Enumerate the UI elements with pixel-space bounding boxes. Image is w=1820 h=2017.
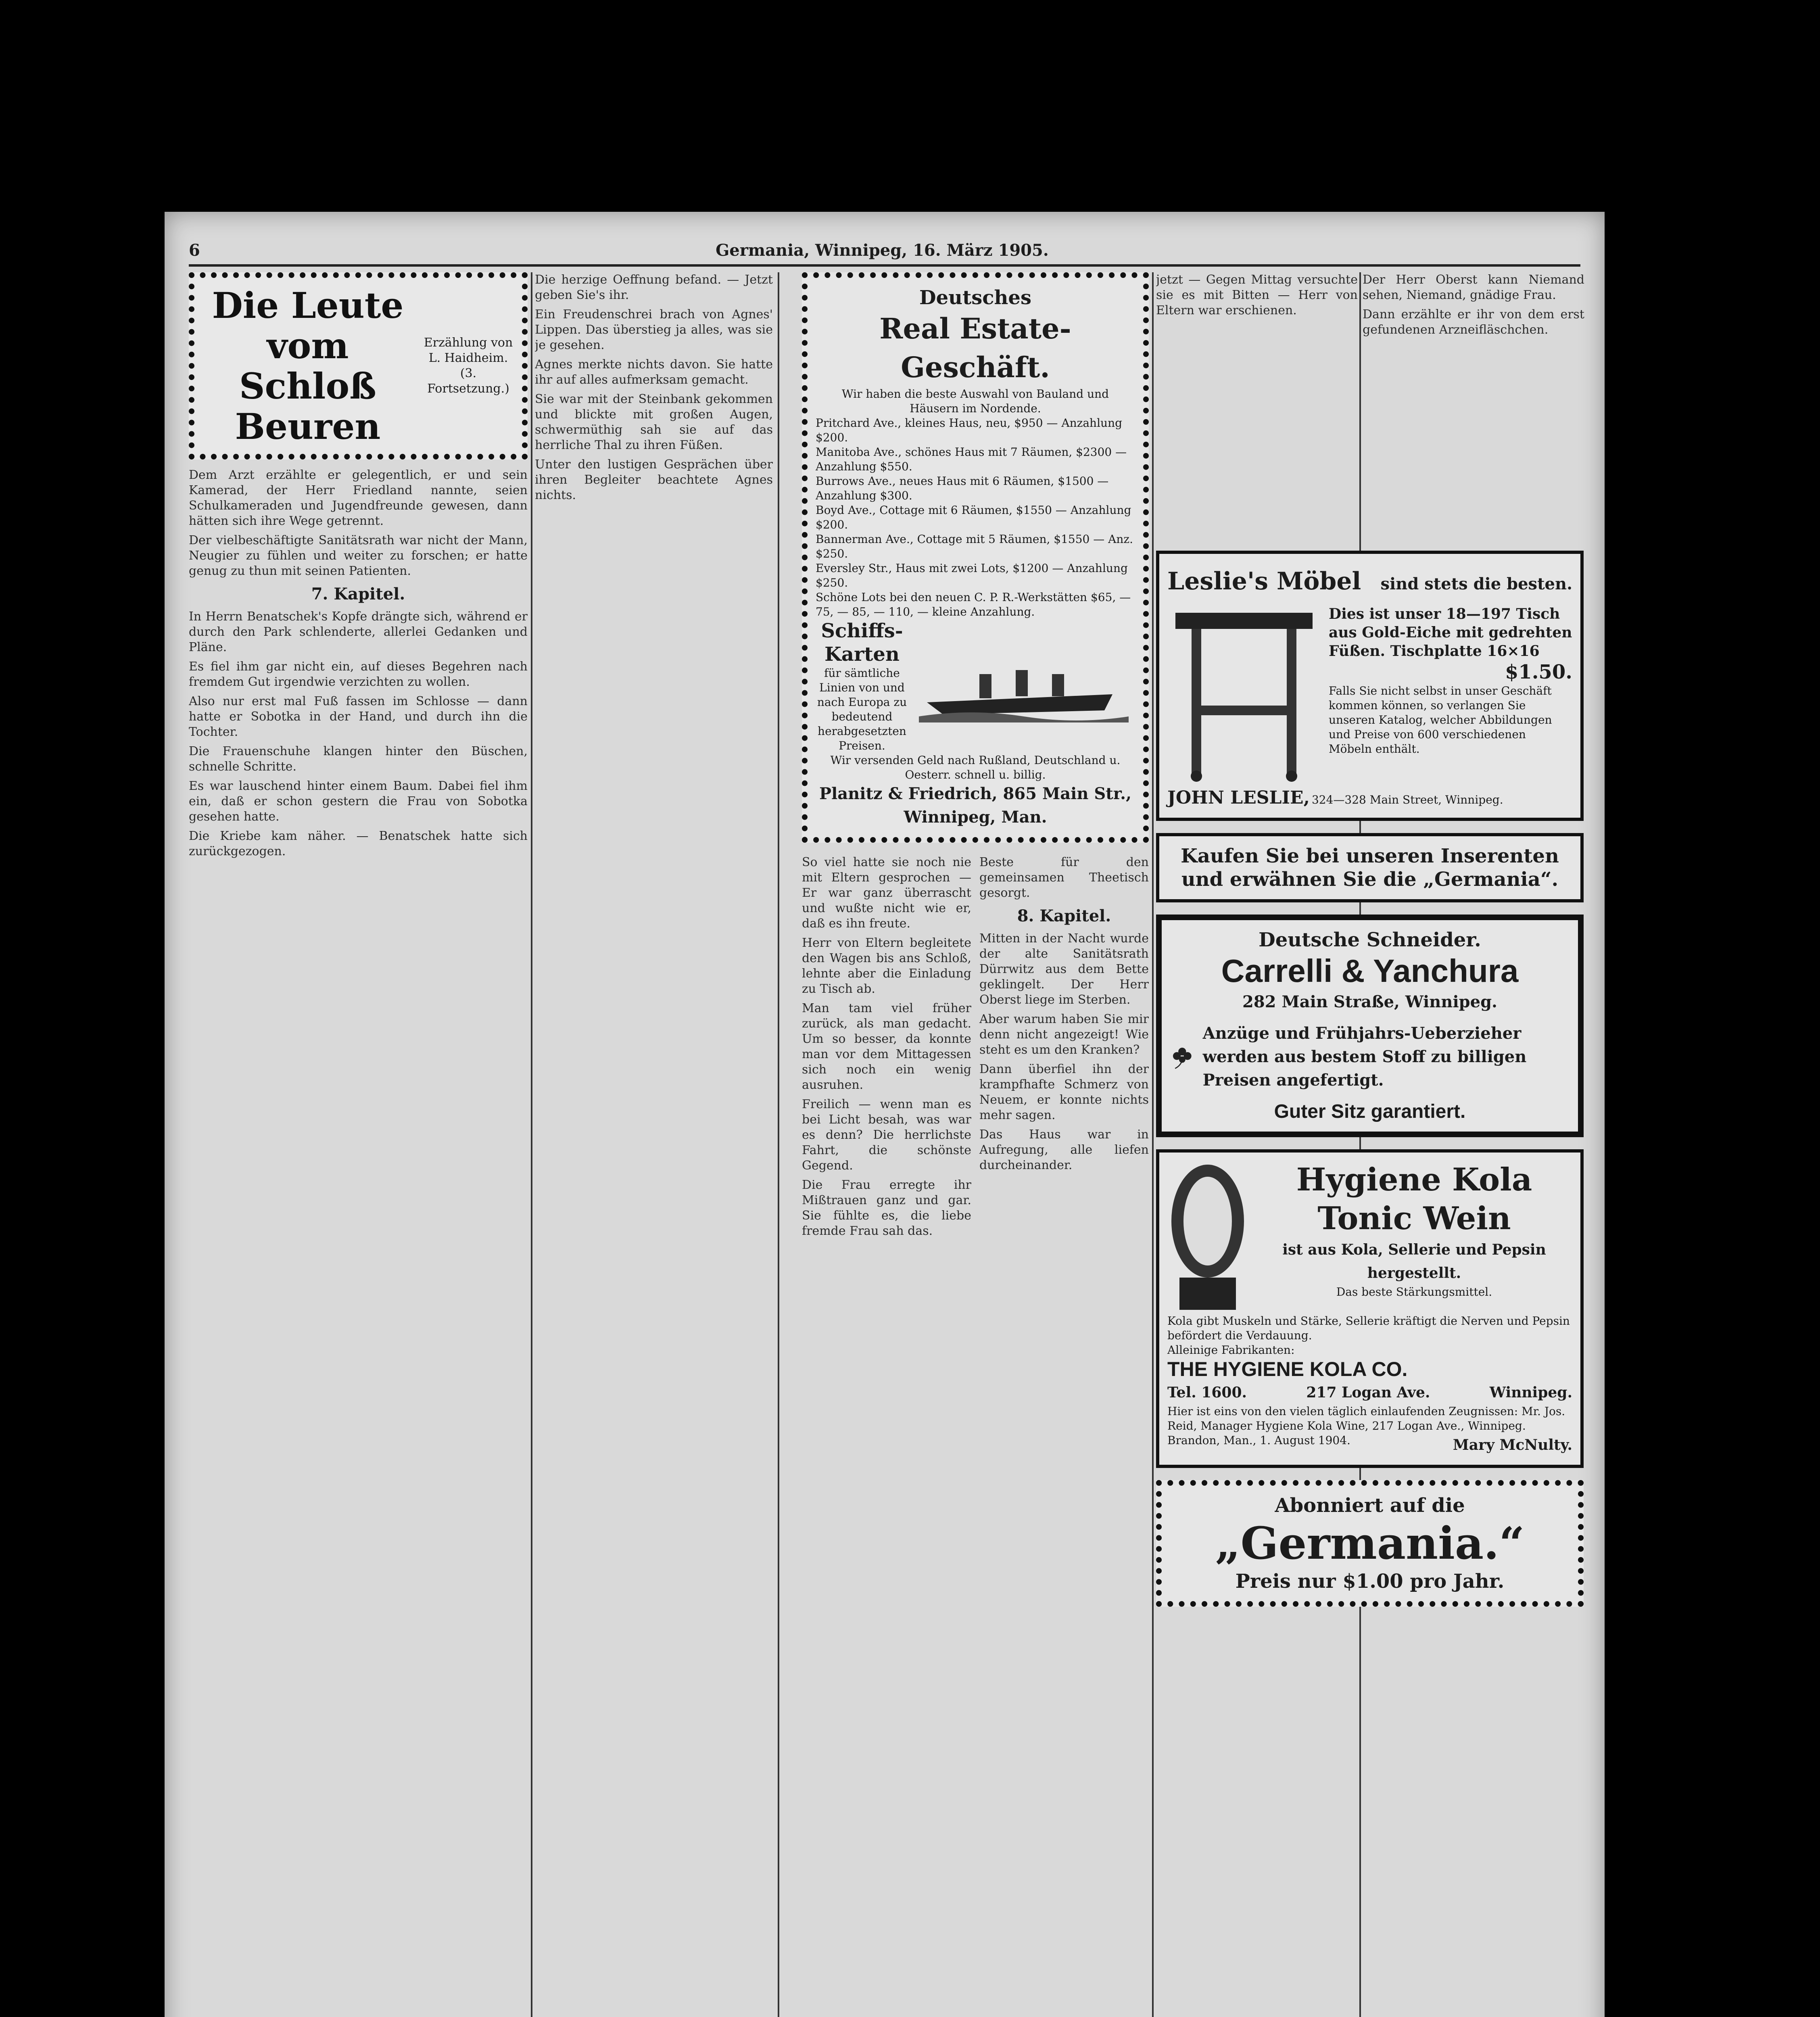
schiffs-heading: Schiffs-Karten [821, 620, 903, 666]
story-title-line2: Schloß Beuren [235, 365, 381, 447]
listing: Boyd Ave., Cottage mit 6 Räumen, $1550 — Anzahlung $200. [816, 503, 1131, 531]
leslie-title: Leslie's Möbel [1167, 567, 1361, 595]
story-paragraph: Agnes merkte nichts davon. Sie hatte ihr auf alles aufmerksam gemacht. [535, 357, 773, 387]
kola-title1: Hygiene Kola [1296, 1161, 1532, 1198]
column-2 [535, 272, 773, 507]
firm-name: Planitz & Friedrich, 865 Main Str., [819, 784, 1131, 803]
leslie-furniture-ad [1156, 551, 1584, 821]
story-paragraph: Herr von Eltern begleitete den Wagen bis ans Schloß, lehnte aber die Einladung zu Tisch ab. [802, 936, 971, 996]
tailor-guarantee: Guter Sitz garantiert. [1274, 1101, 1466, 1122]
listing: Eversley Str., Haus mit zwei Lots, $1200 — Anzahlung $250. [816, 562, 1128, 589]
story-paragraph: Ein Freudenschrei brach von Agnes' Lippen. Das überstieg ja alles, was sie je gesehen. [535, 307, 773, 352]
leslie-price: $1.50. [1505, 661, 1572, 683]
story-paragraph: Man tam viel früher zurück, als man gedacht. Um so besser, da konnte man vor dem Mittagessen sich noch ein wenig ausruhen. [802, 1001, 971, 1092]
newspaper-page [165, 212, 1605, 2017]
tailor-heading: Deutsche Schneider. [1259, 929, 1481, 951]
tailor-address: 282 Main Straße, Winnipeg. [1242, 992, 1497, 1011]
subscribe-price: Preis nur $1.00 pro Jahr. [1235, 1570, 1505, 1593]
page-header [189, 236, 1580, 267]
tailor-ad [1156, 915, 1584, 1137]
kola-bottle-icon [1167, 1161, 1248, 1314]
schiffs-text: für sämtliche Linien von und nach Europa zu bedeutend herabgesetzten Preisen. [817, 666, 907, 752]
column-rule [531, 272, 532, 2017]
leslie-offer: Dies ist unser 18—197 Tisch aus Gold-Eiche mit gedrehten Füßen. Tischplatte 16×16 [1329, 606, 1572, 660]
story-paragraph: Dann erzählte er ihr von dem erst gefundenen Arzneifläschchen. [1363, 307, 1584, 337]
ad-intro: Wir haben die beste Auswahl von Bauland und Häusern im Nordende. [841, 387, 1109, 415]
story-paragraph: Die Frau erregte ihr Mißtrauen ganz und gar. Sie fühlte es, die liebe fremde Frau sah das. [802, 1178, 971, 1238]
story-paragraph: Das Haus war in Aufregung, alle liefen durcheinander. [979, 1128, 1149, 1172]
column-4-top [1156, 272, 1358, 530]
story-paragraph: So viel hatte sie noch nie mit Eltern gesprochen — Er war ganz überrascht und wußte nicht wie er, daß es ihn freute. [802, 855, 971, 931]
story-paragraph: Dann überfiel ihn der krampfhafte Schmerz von Neuem, er konnte nichts mehr sagen. [979, 1062, 1149, 1122]
story-paragraph: jetzt — Gegen Mittag versuchte sie es mit Bitten — Herr von Eltern war erschienen. [1156, 273, 1358, 317]
tailor-offer: Anzüge und Frühjahrs-Ueberzieher werden aus bestem Stoff zu billigen Preisen angefertigt. [1202, 1024, 1527, 1090]
story-paragraph: Aber warum haben Sie mir denn nicht angezeigt! Wie steht es um den Kranken? [979, 1012, 1149, 1057]
kola-date: Brandon, Man., 1. August 1904. [1167, 1434, 1350, 1447]
kola-ad [1156, 1149, 1584, 1468]
story-paragraph: Sie war mit der Steinbank gekommen und blickte mit großen Augen, schwermüthig sah sie auf das herrliche Thal zu ihren Füßen. [535, 392, 773, 452]
kola-sub: Das beste Stärkungsmittel. [1336, 1285, 1492, 1299]
inserenten-ad [1156, 833, 1584, 902]
kola-signature: Mary McNulty. [1453, 1437, 1572, 1453]
story-paragraph: Es war lauschend hinter einem Baum. Dabei fiel ihm ein, daß er schon gestern die Frau von Sobotka gesehen hatte. [189, 779, 528, 824]
ads-right [1156, 551, 1584, 1619]
column-3 [802, 272, 1149, 1243]
ad-title: Real Estate-Geschäft. [879, 312, 1071, 384]
kola-claim: ist aus Kola, Sellerie und Pepsin hergestellt. [1282, 1241, 1546, 1282]
story-paragraph: Freilich — wenn man es bei Licht besah, was war es denn? Die herrlichste Fahrt, die schönste Gegend. [802, 1097, 971, 1173]
listing: Bannerman Ave., Cottage mit 5 Räumen, $1550 — Anz. $250. [816, 532, 1133, 560]
story-paragraph: Es fiel ihm gar nicht ein, auf dieses Begehren nach fremdem Gut irgendwie verzichten zu wollen. [189, 660, 528, 689]
story-paragraph: Die Frauenschuhe klangen hinter den Büschen, schnelle Schritte. [189, 744, 528, 774]
firm-city: Winnipeg, Man. [904, 808, 1047, 827]
column-rule [1152, 272, 1154, 2017]
kola-tel: Tel. 1600. [1167, 1384, 1247, 1401]
kola-desc: Kola gibt Muskeln und Stärke, Sellerie kräftigt die Nerven und Pepsin befördert die Verdauung. [1167, 1314, 1570, 1342]
kola-title2: Tonic Wein [1317, 1200, 1511, 1237]
ad-heading: Deutsches [919, 286, 1031, 309]
column-rule [778, 272, 779, 2017]
kola-city: Winnipeg. [1489, 1384, 1572, 1401]
subscribe-line1: Abonniert auf die [1275, 1494, 1465, 1517]
listing: Manitoba Ave., schönes Haus mit 7 Räumen, $2300 — Anzahlung $550. [816, 445, 1127, 473]
story-paragraph: Der Herr Oberst kann Niemand sehen, Niemand, gnädige Frau. [1363, 273, 1584, 302]
real-estate-ad [802, 272, 1149, 843]
story-title-line1: Die Leute vom [212, 284, 404, 367]
chapter-heading: 7. Kapitel. [311, 585, 405, 603]
story-paragraph: Unter den lustigen Gesprächen über ihren Begleiter beachtete Agnes nichts. [535, 457, 773, 502]
story-paragraph: In Herrn Benatschek's Kopfe drängte sich, während er durch den Park schlenderte, allerlei Gedanken und Pläne. [189, 610, 528, 654]
leslie-name: JOHN LESLIE, [1167, 787, 1310, 808]
column-5-top [1363, 272, 1584, 530]
inserenten-line1: Kaufen Sie bei unseren Inserenten [1181, 845, 1559, 867]
story-subtitle: Erzählung von L. Haidheim. [424, 336, 513, 365]
chapter-heading: 8. Kapitel. [1017, 906, 1111, 925]
listing: Burrows Ave., neues Haus mit 6 Räumen, $1500 — Anzahlung $300. [816, 474, 1109, 502]
kola-agents: Alleinige Fabrikanten: [1167, 1343, 1295, 1357]
steamship-illustration [919, 650, 1129, 722]
story-paragraph: Die Kriebe kam näher. — Benatschek hatte sich zurückgezogen. [189, 829, 528, 858]
column-1 [189, 272, 528, 863]
leslie-claim: sind stets die besten. [1380, 574, 1572, 593]
tailor-firm: Carrelli & Yanchura [1221, 953, 1519, 989]
money-transfer-note: Wir versenden Geld nach Rußland, Deutschland u. Oesterr. schnell u. billig. [830, 754, 1121, 781]
inserenten-line2: und erwähnen Sie die „Germania“. [1181, 868, 1559, 891]
table-illustration [1167, 605, 1321, 782]
story-continued: (3. Fortsetzung.) [427, 366, 509, 396]
story-paragraph: Der vielbeschäftigte Sanitätsrath war nicht der Mann, Neugier zu fühlen und weiter zu forschen; er hatte genug zu thun mit seinen Patienten. [189, 533, 528, 578]
story-paragraph: Mitten in der Nacht wurde der alte Sanitätsrath Dürrwitz aus dem Bette geklingelt. Der Herr Oberst liege im Sterben. [979, 931, 1149, 1007]
masthead: Germania, Winnipeg, 16. März 1905. [716, 240, 1049, 260]
story-paragraph: Also nur erst mal Fuß fassen im Schlosse — dann hatte er Sobotka in der Hand, und durch ihn die Tochter. [189, 694, 528, 739]
flower-icon [1170, 1029, 1195, 1085]
listing: Pritchard Ave., kleines Haus, neu, $950 — Anzahlung $200. [816, 416, 1123, 444]
story-paragraph: Beste für den gemeinsamen Theetisch gesorgt. [979, 855, 1149, 900]
kola-address: 217 Logan Ave. [1306, 1384, 1430, 1401]
leslie-note: Falls Sie nicht selbst in unser Geschäft kommen können, so verlangen Sie unseren Katalog, welcher Abbildungen und Preise von 600 verschiedenen Möbeln enthält. [1329, 684, 1552, 756]
subscribe-title: „Germania.“ [1215, 1517, 1525, 1569]
subscribe-ad [1156, 1480, 1584, 1607]
listing: Schöne Lots bei den neuen C. P. R.-Werkstätten $65, — 75, — 85, — 110, — kleine Anzahlung. [816, 591, 1131, 618]
page-number: 6 [189, 240, 200, 260]
story-title-box [189, 272, 528, 459]
story-paragraph: Dem Arzt erzählte er gelegentlich, er und sein Kamerad, der Herr Friedland nannte, seien Schulkameraden und Jugendfreunde gewesen, dann hätten sich ihre Wege getrennt. [189, 468, 528, 528]
leslie-address: 324—328 Main Street, Winnipeg. [1311, 793, 1503, 806]
kola-company: THE HYGIENE KOLA CO. [1167, 1358, 1408, 1380]
kola-testimonial: Hier ist eins von den vielen täglich einlaufenden Zeugnissen: Mr. Jos. Reid, Manager Hygiene Kola Wine, 217 Logan Ave., Winnipeg. [1167, 1405, 1565, 1432]
story-paragraph: Die herzige Oeffnung befand. — Jetzt geben Sie's ihr. [535, 273, 773, 302]
